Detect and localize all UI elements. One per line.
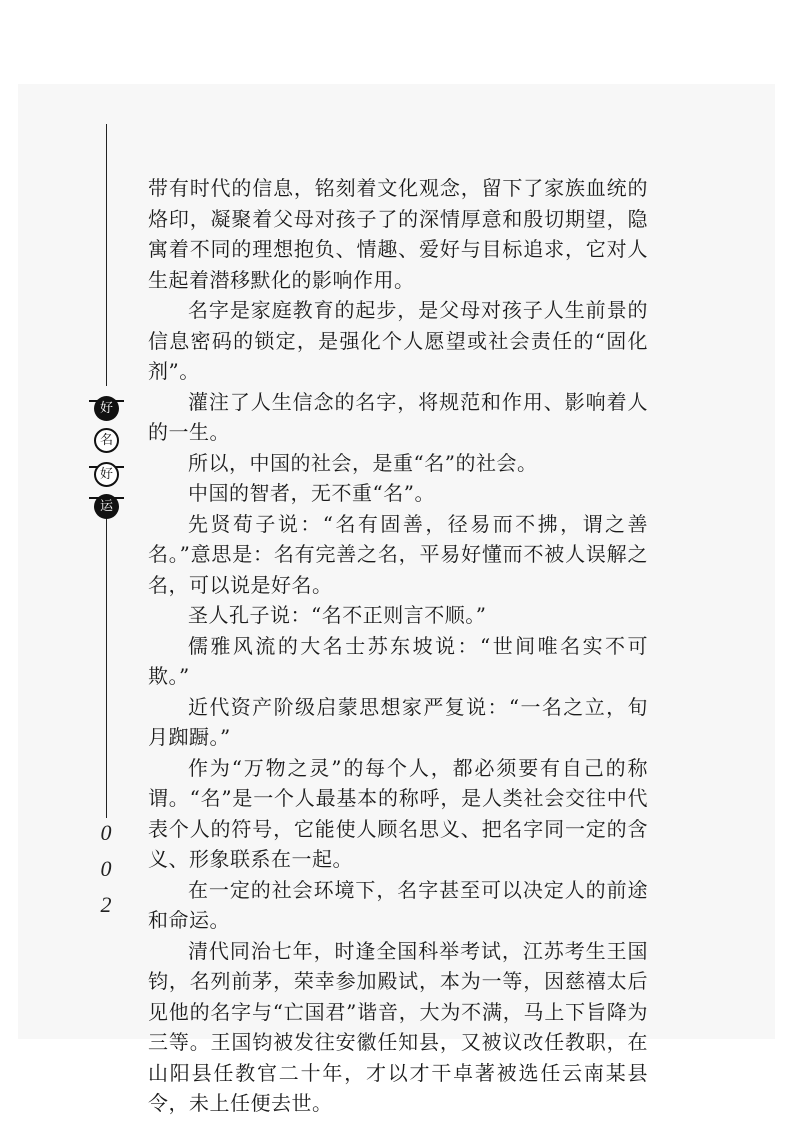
paragraph: 灌注了人生信念的名字，将规范和作用、影响着人的一生。 (148, 389, 648, 444)
paragraph: 中国的智者，无不重“名”。 (188, 481, 435, 505)
paragraph: 圣人孔子说：“名不正则言不顺。” (188, 603, 487, 627)
sidebar-rule-top (106, 124, 107, 386)
page-number-digit: 0 (100, 856, 112, 881)
paragraph: 所以，中国的社会，是重“名”的社会。 (188, 450, 538, 475)
paragraph: 作为“万物之灵”的每个人，都必须要有自己的称谓。“名”是一个人最基本的称呼，是人类社会交往中代表个人的符号，它能使人顾名思义、把名字同一定的含义、形象联系在一起。 (148, 755, 648, 871)
page-number-digit: 0 (100, 820, 112, 845)
paragraph: 名字是家庭教育的起步，是父母对孩子人生前景的信息密码的锁定，是强化个人愿望或社会责任的“固化剂”。 (148, 298, 648, 383)
paragraph-continuation: 带有时代的信息，铭刻着文化观念，留下了家族血统的烙印，凝聚着父母对孩子了的深情厚意和殷切期望，隐寓着不同的理想抱负、情趣、爱好与目标追求，它对人生起着潜移默化的影响作用。 (148, 176, 648, 292)
paragraph: 清代同治七年，时逢全国科举考试，江苏考生王国钧，名列前茅，荣幸参加殿试，本为一等，因慈禧太后见他的名字与“亡国君”谐音，大为不满，马上下旨降为三等。王国钧被发往安徽任知县，又被议改任教职，在山阳县任教官二十年，才以才干卓著被选任云南某县令，未上任便去世。 (148, 938, 648, 1115)
title-badge-hao-2: 好 (94, 462, 119, 487)
paragraph: 近代资产阶级启蒙思想家严复说：“一名之立，旬月踟蹰。” (148, 694, 648, 749)
paragraph: 先贤荀子说：“名有固善，径易而不拂，谓之善名。”意思是：名有完善之名，平易好懂而不被人误解之名，可以说是好名。 (148, 511, 648, 597)
paragraph: 儒雅风流的大名士苏东坡说：“世间唯名实不可欺。” (148, 633, 648, 688)
page-number-digit: 2 (100, 892, 112, 917)
title-badge-yun: 运 (94, 494, 119, 519)
title-badge-hao: 好 (94, 396, 119, 421)
body-text (148, 173, 648, 1119)
sidebar-rule-bottom (106, 512, 107, 818)
paragraph: 在一定的社会环境下，名字甚至可以决定人的前途和命运。 (148, 877, 648, 932)
title-badge-ming: 名 (94, 428, 119, 453)
